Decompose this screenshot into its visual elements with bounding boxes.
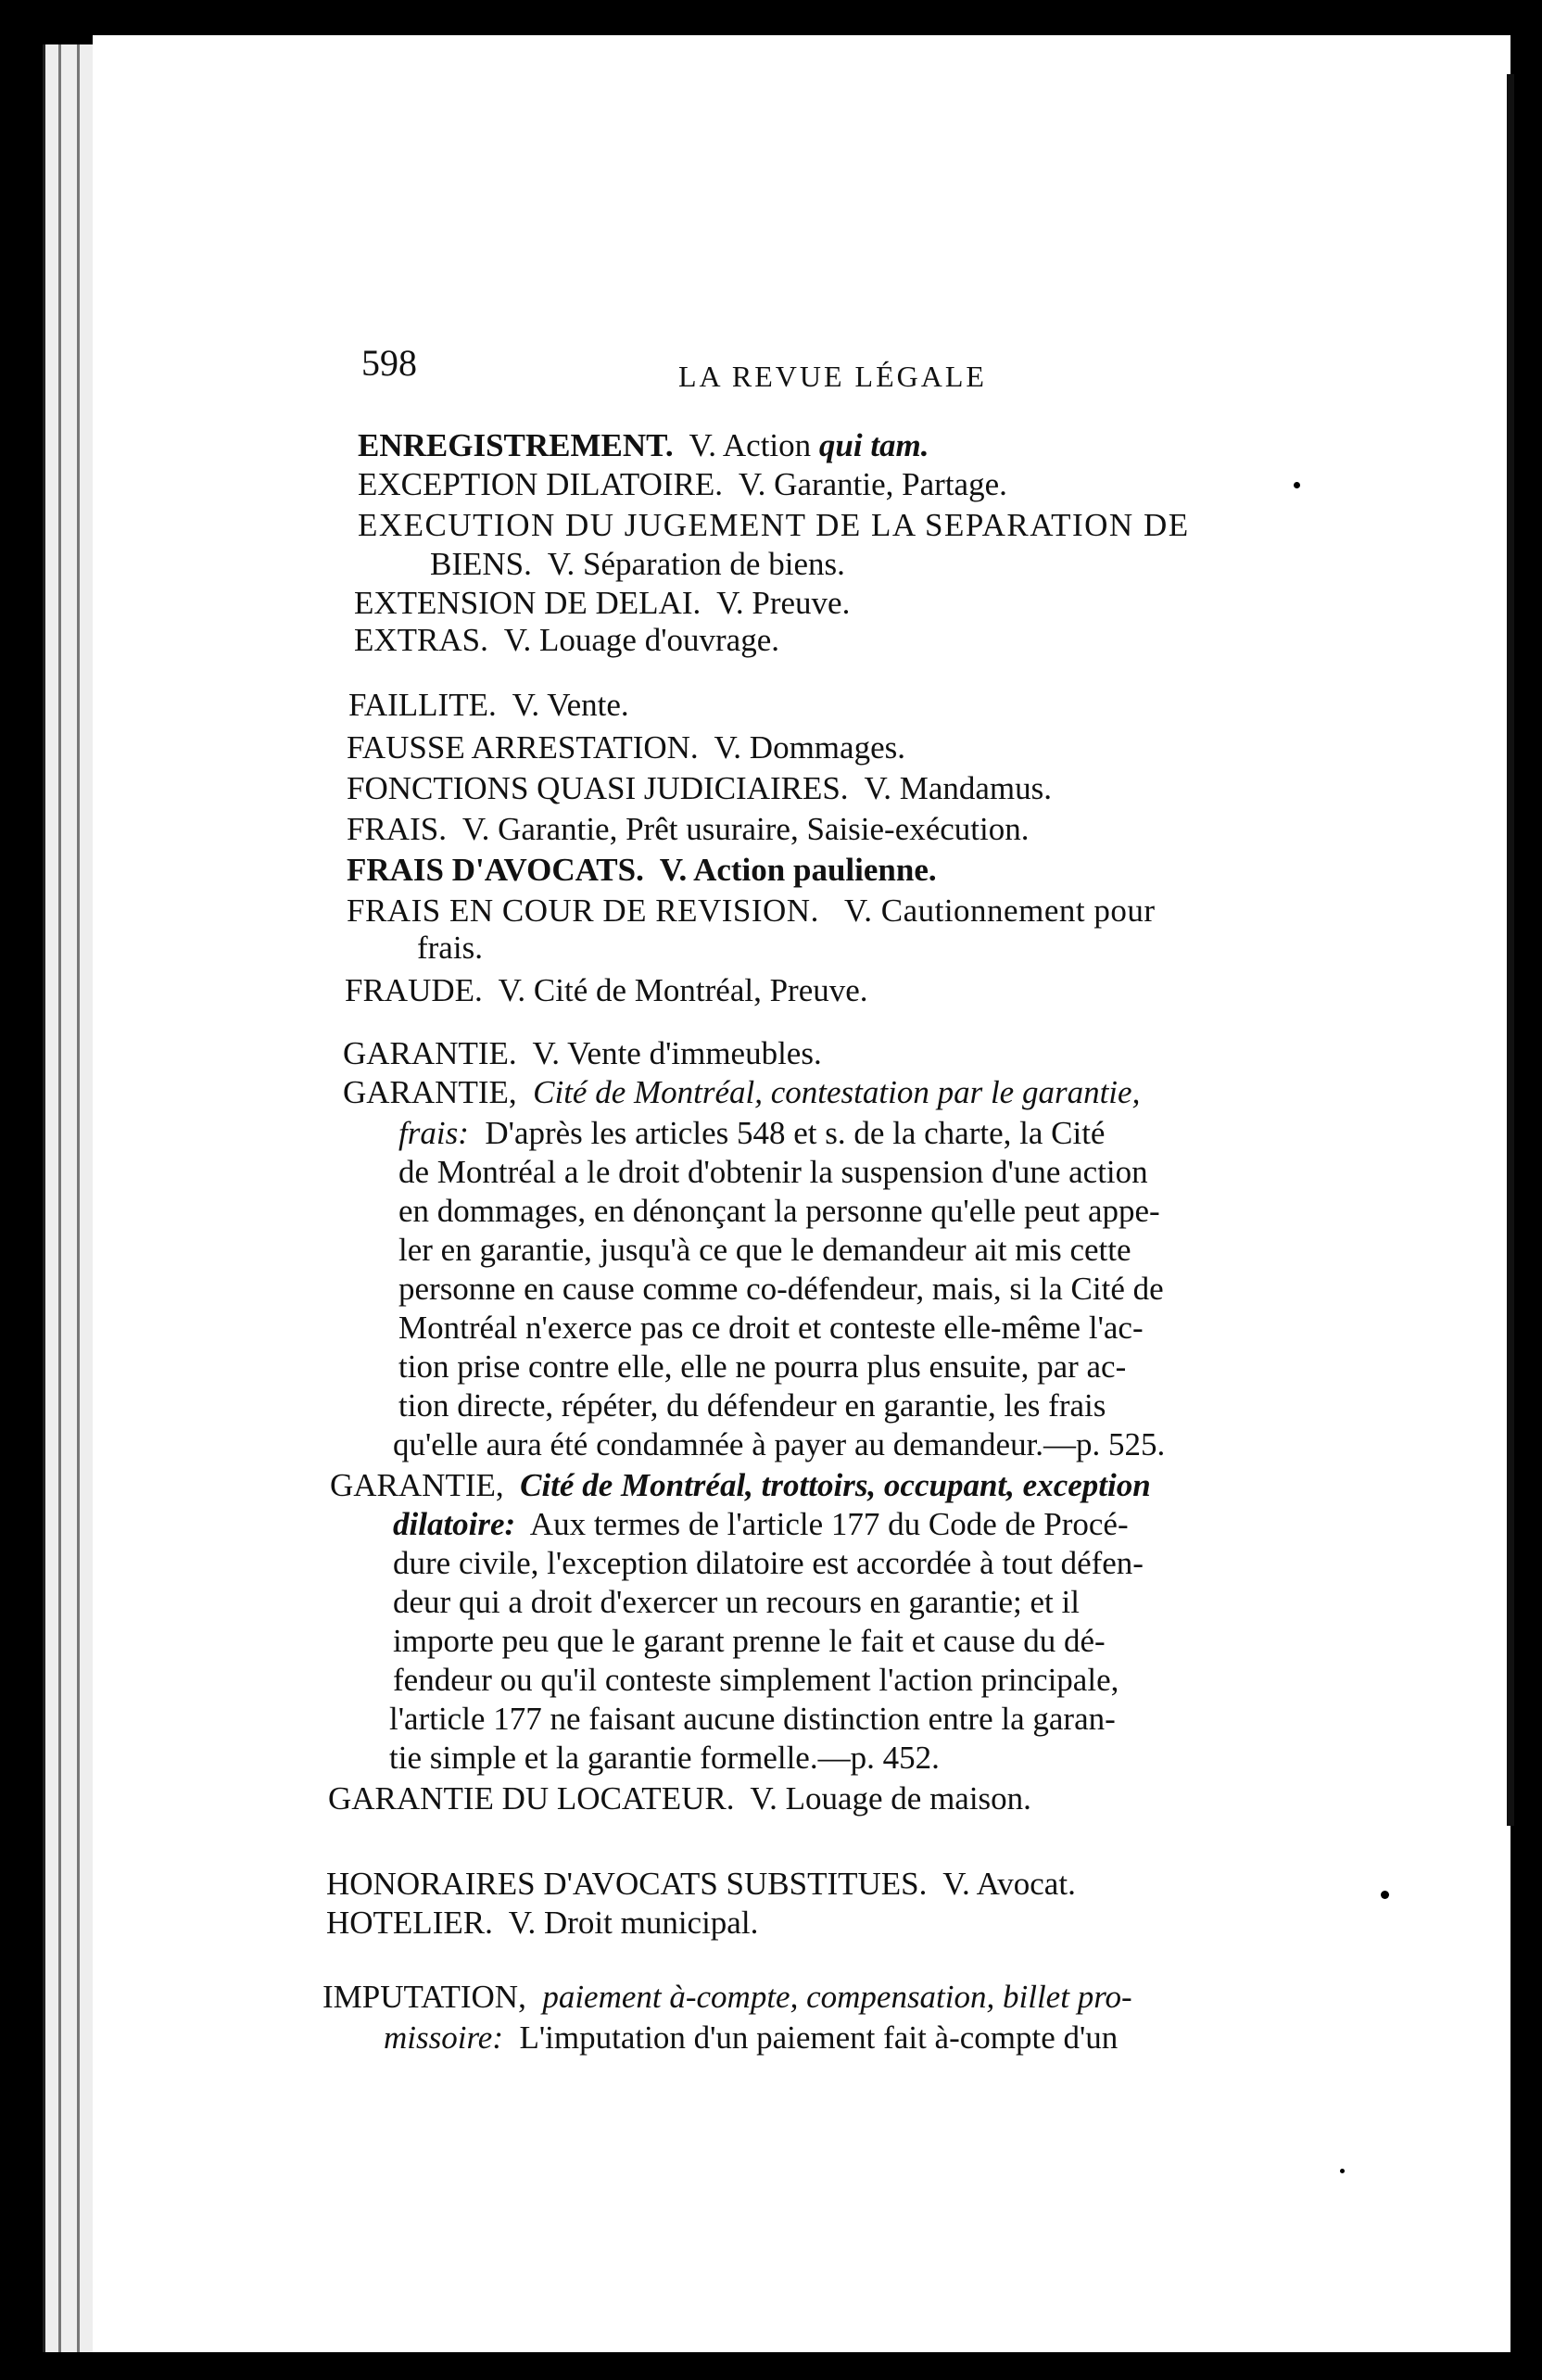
- index-entry: ENREGISTREMENT. V. Action qui tam.: [358, 427, 929, 463]
- scan-speck: [1340, 2169, 1345, 2173]
- index-entry: GARANTIE, Cité de Montréal, contestation par le garantie,: [343, 1074, 1141, 1110]
- index-entry-body: missoire: L'imputation d'un paiement fait à-compte d'un: [384, 2019, 1119, 2056]
- index-entry: EXECUTION DU JUGEMENT DE LA SEPARATION DE: [358, 507, 1190, 543]
- scan-speck: [1381, 1891, 1389, 1899]
- index-entry: FRAIS D'AVOCATS. V. Action paulienne.: [347, 852, 937, 888]
- index-entry-body: qu'elle aura été condamnée à payer au demandeur.—p. 525.: [393, 1426, 1166, 1462]
- index-entry: FRAUDE. V. Cité de Montréal, Preuve.: [345, 972, 868, 1008]
- index-entry: FAUSSE ARRESTATION. V. Dommages.: [347, 729, 905, 766]
- index-entry-body: personne en cause comme co-défendeur, mais, si la Cité de: [398, 1271, 1164, 1307]
- index-entry-continuation: BIENS. V. Séparation de biens.: [430, 546, 845, 582]
- index-entry-body: en dommages, en dénonçant la personne qu'elle peut appe-: [398, 1193, 1160, 1229]
- index-entry: GARANTIE, Cité de Montréal, trottoirs, occupant, exception: [330, 1467, 1151, 1503]
- index-entry-body: de Montréal a le droit d'obtenir la suspension d'une action: [398, 1154, 1148, 1190]
- index-entry: GARANTIE DU LOCATEUR. V. Louage de maison.: [328, 1780, 1031, 1817]
- index-entry: GARANTIE. V. Vente d'immeubles.: [343, 1035, 822, 1071]
- index-entry: FONCTIONS QUASI JUDICIAIRES. V. Mandamus.: [347, 770, 1052, 806]
- index-entry: HOTELIER. V. Droit municipal.: [326, 1905, 759, 1941]
- index-entry-body: importe peu que le garant prenne le fait et cause du dé-: [393, 1623, 1106, 1659]
- index-entry-body: tion directe, répéter, du défendeur en garantie, les frais: [398, 1387, 1106, 1424]
- index-entry-continuation: frais.: [417, 930, 483, 966]
- page-number: 598: [361, 342, 417, 384]
- index-entry: FRAIS. V. Garantie, Prêt usuraire, Saisie-exécution.: [347, 811, 1030, 847]
- index-entry-body: ler en garantie, jusqu'à ce que le demandeur ait mis cette: [398, 1232, 1131, 1268]
- index-entry: FAILLITE. V. Vente.: [348, 687, 629, 723]
- index-entry-body: dure civile, l'exception dilatoire est accordée à tout défen-: [393, 1545, 1144, 1581]
- index-entry: EXCEPTION DILATOIRE. V. Garantie, Partage.: [358, 466, 1007, 502]
- index-entry: HONORAIRES D'AVOCATS SUBSTITUES. V. Avocat.: [326, 1866, 1076, 1902]
- right-border-rule: [1507, 74, 1514, 1826]
- index-entry: EXTENSION DE DELAI. V. Preuve.: [354, 585, 851, 621]
- index-entry-body: l'article 177 ne faisant aucune distinction entre la garan-: [389, 1701, 1116, 1737]
- index-entry: EXTRAS. V. Louage d'ouvrage.: [354, 622, 779, 658]
- index-entry-body: Montréal n'exerce pas ce droit et conteste elle-même l'ac-: [398, 1310, 1144, 1346]
- scan-speck: [1294, 482, 1300, 488]
- index-entry-body: fendeur ou qu'il conteste simplement l'action principale,: [393, 1662, 1119, 1698]
- index-entry: IMPUTATION, paiement à-compte, compensation, billet pro-: [322, 1979, 1132, 2015]
- index-entry: FRAIS EN COUR DE REVISION. V. Cautionnement pour: [347, 892, 1156, 929]
- index-entry-body: dilatoire: Aux termes de l'article 177 du Code de Procé-: [393, 1506, 1129, 1542]
- index-entry-body: frais: D'après les articles 548 et s. de la charte, la Cité: [398, 1115, 1106, 1151]
- index-entry-body: tie simple et la garantie formelle.—p. 452.: [389, 1740, 940, 1776]
- running-title: LA REVUE LÉGALE: [678, 360, 987, 393]
- index-entry-body: deur qui a droit d'exercer un recours en garantie; et il: [393, 1584, 1080, 1620]
- index-entry-body: tion prise contre elle, elle ne pourra plus ensuite, par ac-: [398, 1348, 1127, 1385]
